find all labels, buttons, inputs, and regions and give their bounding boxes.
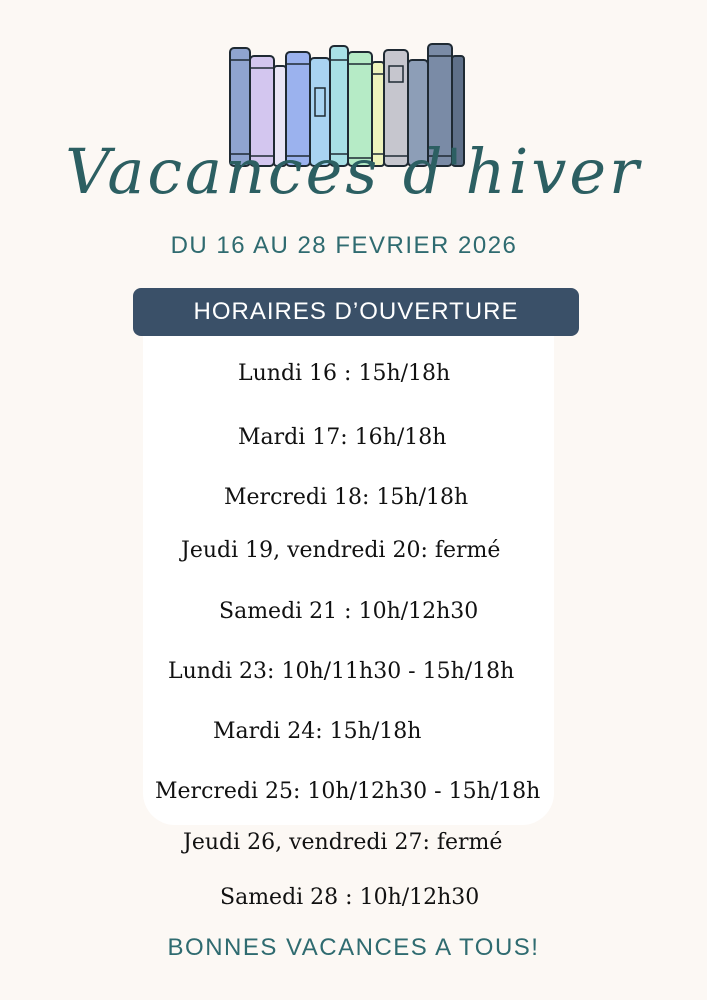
opening-hours-banner: HORAIRES D’OUVERTURE bbox=[133, 288, 579, 336]
schedule-line: Samedi 21 : 10h/12h30 bbox=[219, 599, 479, 624]
schedule-line: Mardi 17: 16h/18h bbox=[238, 425, 447, 450]
page-title: Vacances d'hiver bbox=[65, 135, 642, 208]
schedule-line: Mercredi 18: 15h/18h bbox=[224, 485, 469, 510]
schedule-line: Mercredi 25: 10h/12h30 - 15h/18h bbox=[155, 779, 541, 804]
schedule-line: Mardi 24: 15h/18h bbox=[213, 719, 422, 744]
date-range: DU 16 AU 28 FEVRIER 2026 bbox=[170, 232, 518, 259]
schedule-line: Samedi 28 : 10h/12h30 bbox=[220, 885, 480, 910]
footer-greeting: BONNES VACANCES A TOUS! bbox=[167, 934, 540, 961]
schedule-line: Lundi 16 : 15h/18h bbox=[238, 361, 451, 386]
schedule-line: Jeudi 19, vendredi 20: fermé bbox=[181, 538, 501, 563]
schedule-line: Jeudi 26, vendredi 27: fermé bbox=[183, 830, 503, 855]
schedule-line: Lundi 23: 10h/11h30 - 15h/18h bbox=[168, 659, 515, 684]
